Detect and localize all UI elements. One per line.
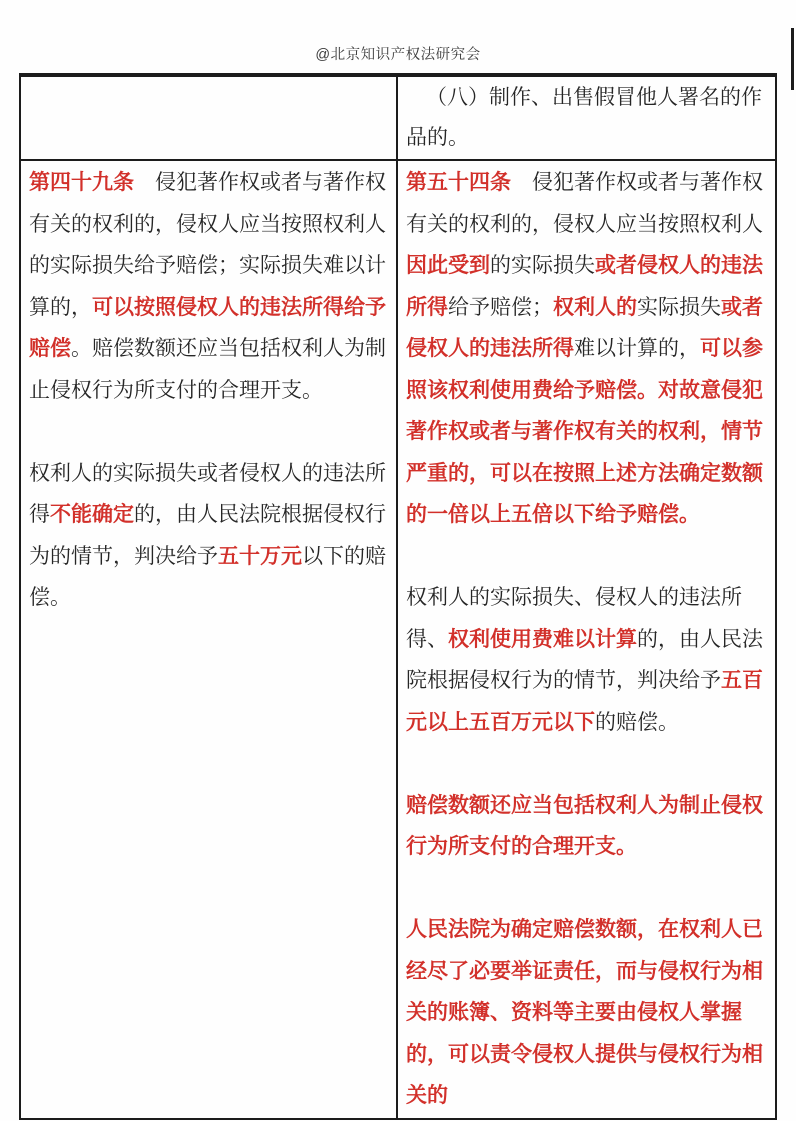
text-run: 实际损失	[637, 295, 721, 319]
law-paragraph	[29, 162, 386, 411]
law-paragraph	[406, 577, 765, 743]
law-paragraph	[406, 909, 765, 1117]
highlighted-text-run: 不能确定	[50, 503, 134, 526]
highlighted-text-run: 赔偿数额还应当包括权利人为制止侵权行为所支付的合理开支。	[406, 793, 763, 858]
text-run: 权利人的实际损失、侵权人的违法所得、	[406, 586, 742, 651]
text-run: 的，由人民法院根据侵权行为的情节，判决给予	[406, 627, 763, 692]
page-edge-mark	[791, 28, 794, 90]
watermark-text: @北京知识产权法研究会	[315, 47, 481, 63]
text-run: 。赔偿数额还应当包括权利人为制止侵权行为所支付的合理开支。	[29, 337, 386, 402]
highlighted-text-run: 或者侵权人的违法所得	[406, 254, 763, 319]
highlighted-text-run: 可以按照侵权人的违法所得给予赔偿	[29, 295, 386, 360]
text-run: 权利人的实际损失或者侵权人的违法所得	[29, 461, 386, 526]
text-run: 侵犯著作权或者与著作权有关的权利的，侵权人应当按照权利人	[406, 171, 763, 236]
highlighted-text-run: 五百元以上五百万元以下	[406, 669, 763, 734]
text-run: 难以计算的，	[574, 337, 700, 360]
highlighted-text-run: 权利使用费难以计算	[448, 627, 637, 651]
law-paragraph	[406, 162, 765, 536]
law-comparison-table	[19, 73, 777, 1120]
new-law-article54-cell	[397, 160, 776, 1119]
law-paragraph	[29, 453, 386, 619]
old-law-article49-cell	[20, 160, 397, 1119]
text-run: （八）制作、出售假冒他人署名的作品的。	[406, 86, 762, 149]
text-run: 的实际损失	[490, 254, 595, 277]
highlighted-text-run: 因此受到	[406, 254, 490, 277]
table-row-continuation	[20, 75, 776, 160]
highlighted-text-run: 第五十四条	[406, 171, 511, 194]
highlighted-text-run: 或者侵权人的违法所得	[406, 295, 763, 360]
text-run: 侵犯著作权或者与著作权有关的权利的，侵权人应当按照权利人的实际损失给予赔偿；实际损失难以计算的，	[29, 171, 386, 319]
highlighted-text-run: 第四十九条	[29, 171, 134, 194]
old-law-continuation-cell	[20, 75, 397, 160]
table-row-articles	[20, 160, 776, 1119]
highlighted-text-run: 五十万元	[218, 544, 302, 568]
law-paragraph	[406, 78, 765, 158]
text-run: 的，由人民法院根据侵权行为的情节，判决给予	[29, 503, 386, 568]
highlighted-text-run: 权利人的	[553, 295, 637, 319]
highlighted-text-run: 可以参照该权利使用费给予赔偿。对故意侵犯著作权或者与著作权有关的权利，情节严重的，可以在按照上述方法确定数额的一倍以上五倍以下给予赔偿。	[406, 337, 763, 526]
law-paragraph	[406, 785, 765, 868]
text-run: 的赔偿。	[595, 710, 679, 734]
text-run: 以下的赔偿。	[29, 544, 386, 609]
new-law-continuation-cell	[397, 75, 776, 160]
text-run: 给予赔偿；	[448, 295, 553, 319]
highlighted-text-run: 人民法院为确定赔偿数额，在权利人已经尽了必要举证责任，而与侵权行为相关的账簿、资料等主要由侵权人掌握的，可以责令侵权人提供与侵权行为相关的	[406, 918, 763, 1107]
